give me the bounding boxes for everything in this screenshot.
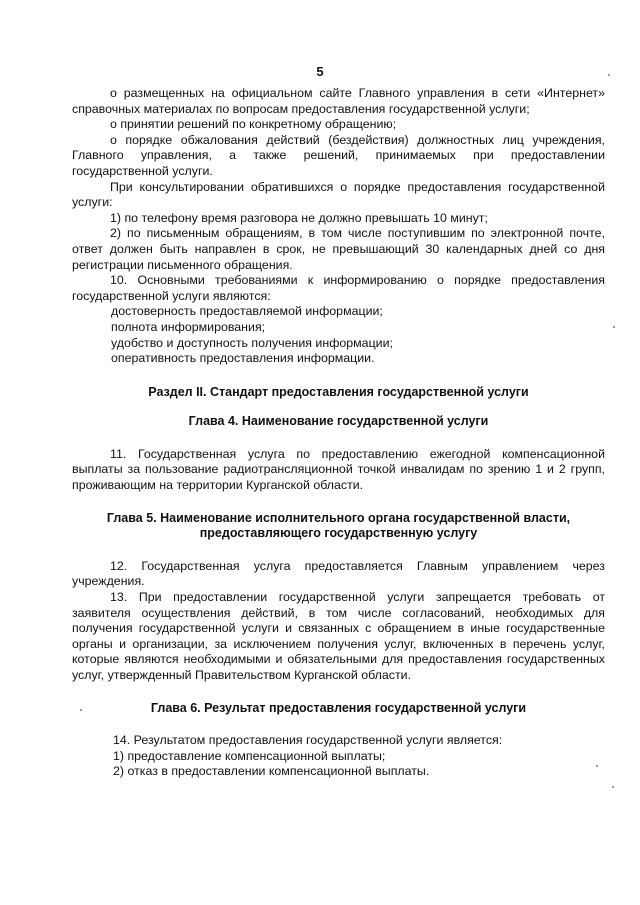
result-item-2: 2) отказ в предоставлении компенсационной выплаты.	[113, 764, 430, 779]
chapter-5-title-line2: предоставляющего государственную услугу	[199, 526, 478, 541]
paragraph-appeal: о порядке обжалования действий (бездействия) должностных лиц учреждения, Главного управления, а также решений, принимаемых при предоставлении государственной услуги.	[72, 132, 605, 178]
paragraph-consulting: При консультировании обратившихся о порядке предоставления государственной услуги:	[72, 179, 605, 210]
paragraph-internet-info: о размещенных на официальном сайте Главного управления в сети «Интернет» справочных материалах по вопросам предоставления государственной услуги;	[72, 86, 605, 116]
scan-speck	[80, 709, 82, 711]
paragraph-13: 13. При предоставлении государственной услуги запрещается требовать от заявителя осуществления действий, в том числе согласований, необходимых для получения государственной услуги и связанных с обращением в иные государственные органы и организации, за исключением получения услуг, включенных в перечень услуг, которые являются необходимыми и обязательными для предоставления государственных услуг, утвержденный Правительством Курганской области.	[72, 590, 605, 682]
scan-speck	[613, 326, 615, 328]
section-title: Раздел II. Стандарт предоставления государственной услуги	[148, 384, 529, 399]
paragraph-decisions: о принятии решений по конкретному обращению;	[110, 117, 397, 132]
scan-speck	[596, 765, 598, 767]
paragraph-12: 12. Государственная услуга предоставляется Главным управлением через учреждения.	[72, 558, 605, 589]
paragraph-14: 14. Результатом предоставления государственной услуги является:	[113, 733, 503, 748]
paragraph-phone: 1) по телефону время разговора не должно превышать 10 минут;	[110, 210, 488, 225]
chapter-6-title: Глава 6. Результат предоставления государственной услуги	[150, 700, 527, 715]
paragraph-written: 2) по письменным обращениям, в том числе поступившим по электронной почте, ответ должен быть направлен в срок, не превышающий 30 календарных дней со дня регистрации письменного обращения.	[72, 226, 605, 272]
chapter-4-title: Глава 4. Наименование государственной услуги	[188, 414, 489, 429]
scan-speck	[608, 74, 610, 76]
page-number: 5	[316, 64, 324, 79]
result-item-1: 1) предоставление компенсационной выплаты;	[113, 748, 386, 763]
requirement-promptness: оперативность предоставления информации.	[111, 351, 375, 366]
requirement-reliability: достоверность предоставляемой информации;	[111, 304, 383, 319]
chapter-5-title-line1: Глава 5. Наименование исполнительного органа государственной власти,	[106, 510, 571, 525]
requirement-convenience: удобство и доступность получения информации;	[111, 335, 393, 350]
paragraph-11: 11. Государственная услуга по предоставлению ежегодной компенсационной выплаты за пользование радиотрансляционной точкой инвалидам по зрению 1 и 2 групп, проживающим на территории Курганской области.	[72, 446, 605, 493]
page-body	[72, 86, 605, 780]
scan-speck	[612, 786, 614, 788]
paragraph-10: 10. Основными требованиями к информированию о порядке предоставления государственной услуги являются:	[72, 273, 605, 303]
requirement-completeness: полнота информирования;	[111, 319, 266, 334]
